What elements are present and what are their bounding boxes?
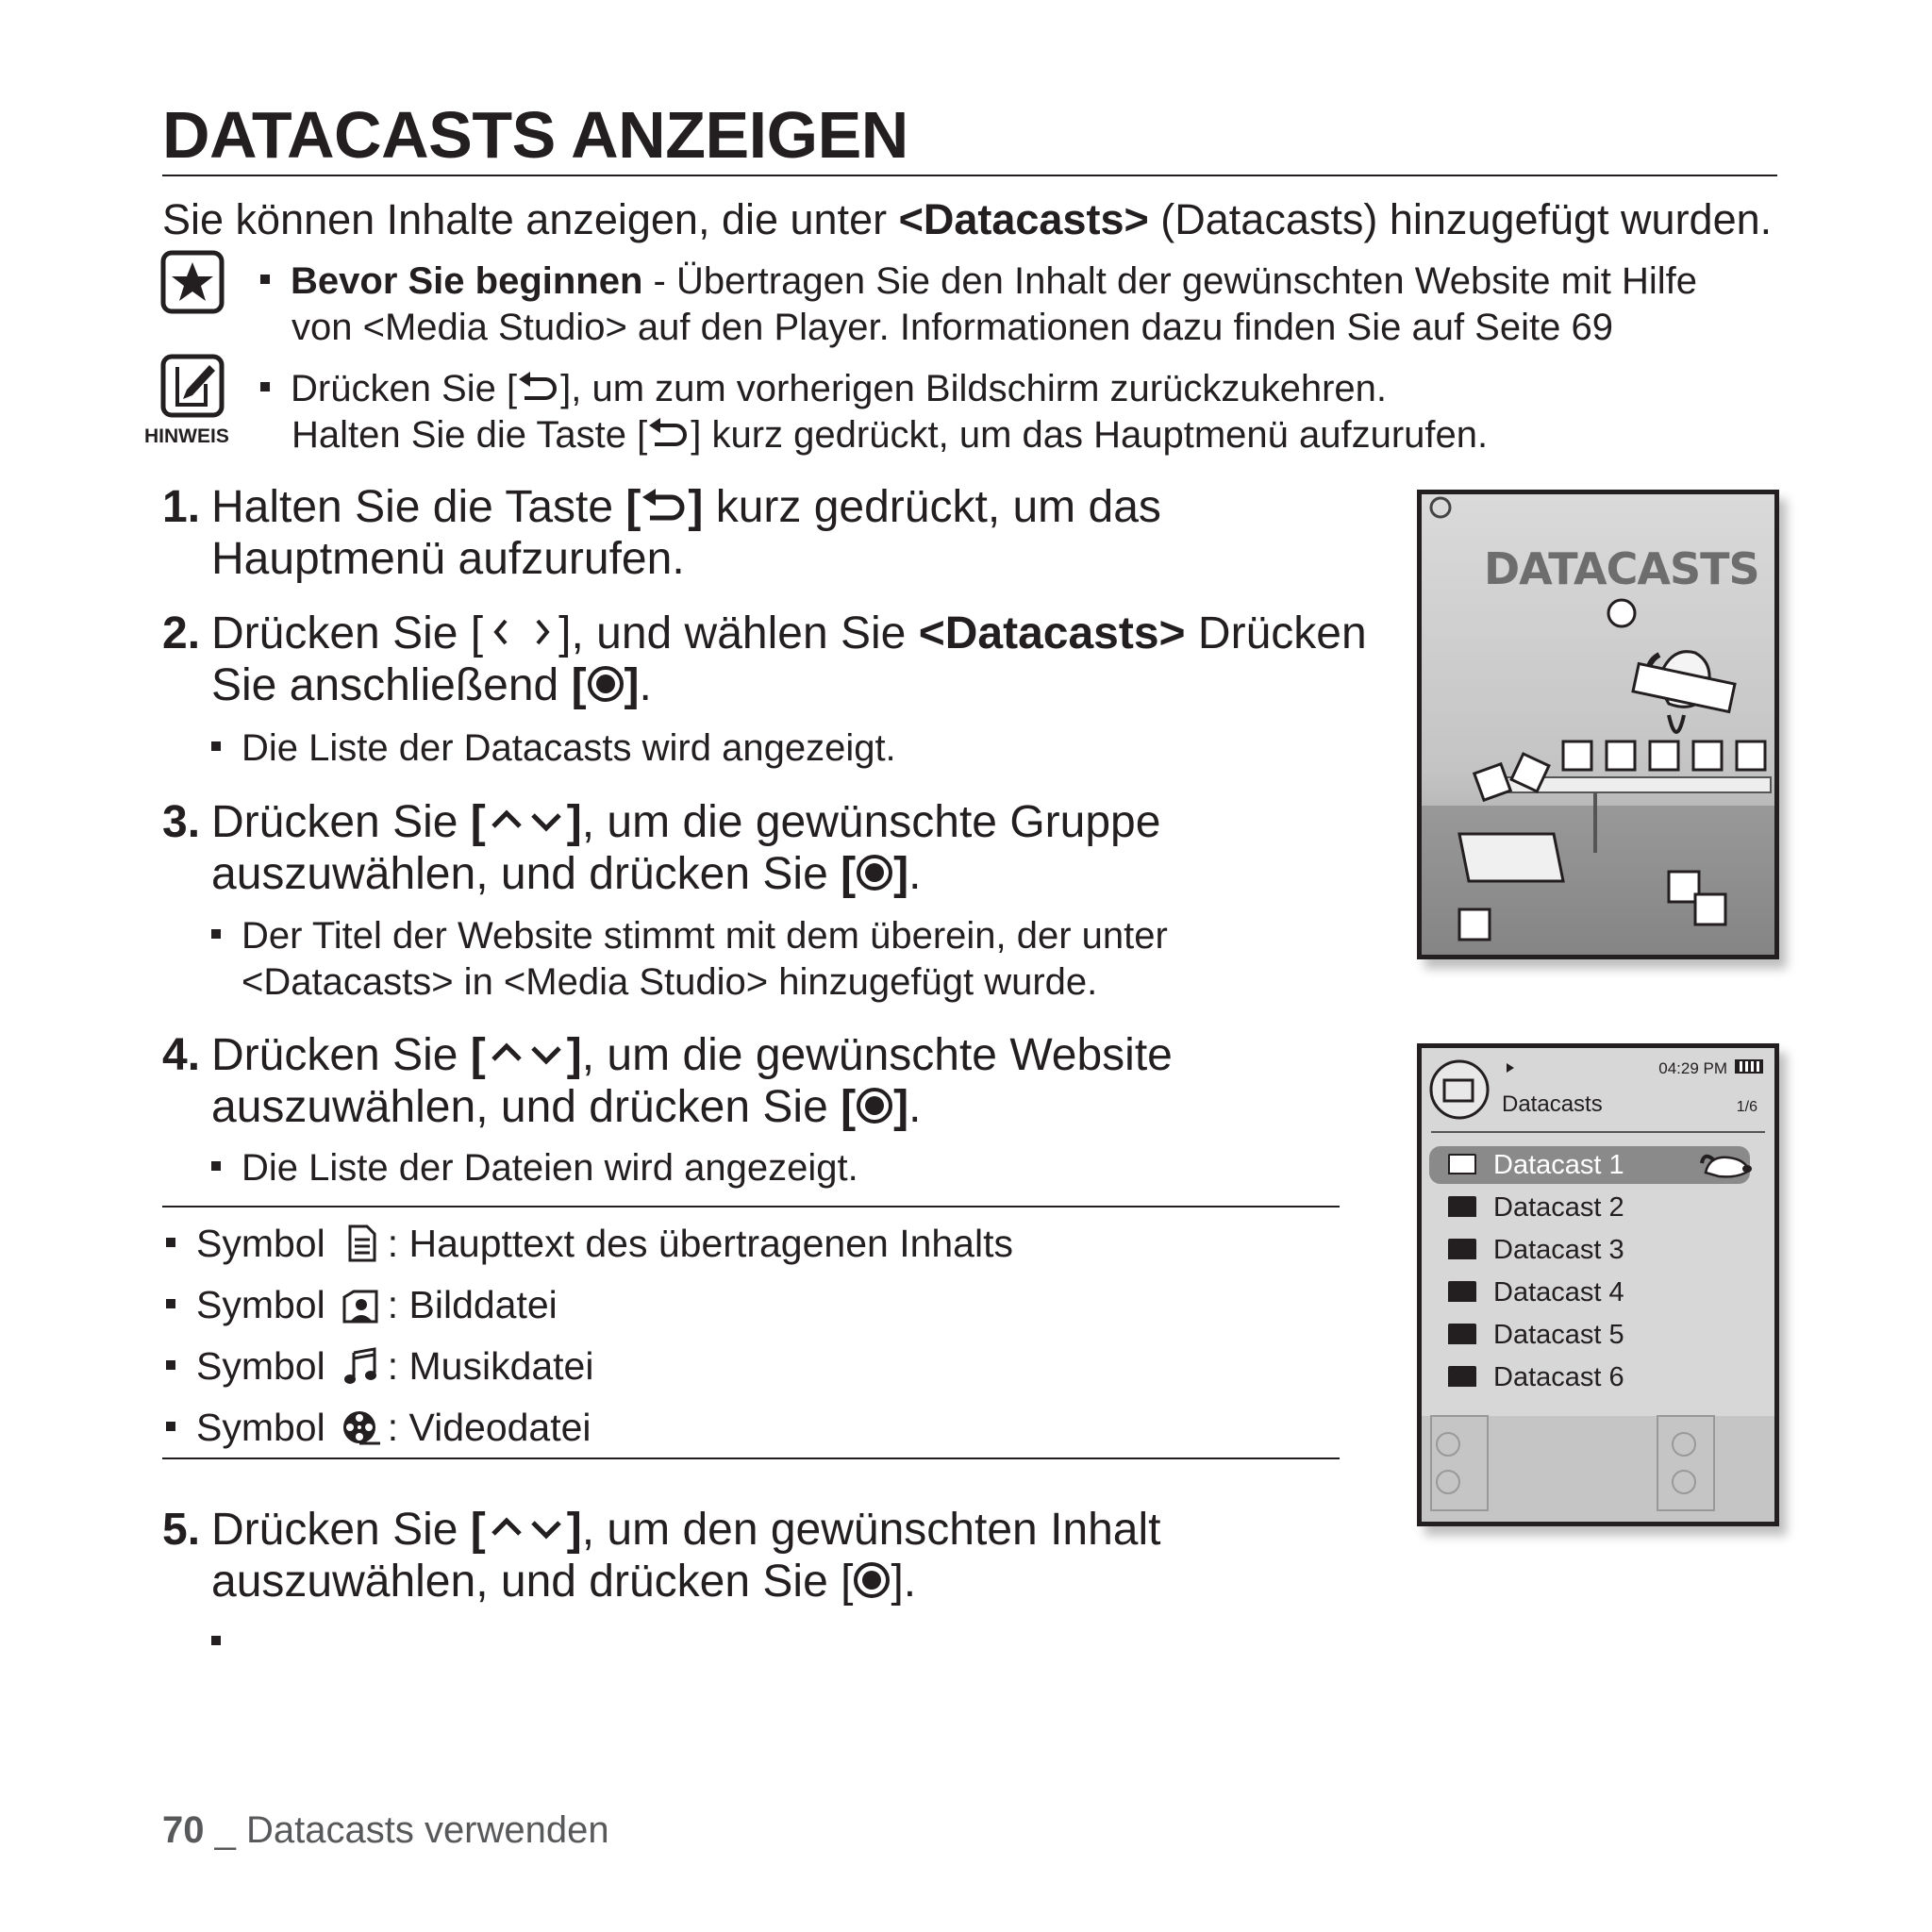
select-key-icon: [ ] [841, 849, 909, 899]
intro-text [162, 193, 1772, 246]
bullet-square [211, 741, 221, 751]
step-bold: <Datacasts> [918, 608, 1186, 658]
step-3-sub-line1 [211, 912, 1168, 959]
music-note-icon [341, 1345, 382, 1387]
bullet-square [260, 275, 270, 284]
step-text: Drücken Sie [211, 1505, 471, 1555]
page-title: DATACASTS ANZEIGEN [162, 98, 908, 172]
note-hint-text: Halten Sie die Taste [ [291, 414, 648, 456]
bullet-square [260, 382, 270, 391]
step-text: . [639, 660, 652, 710]
step-3-line1 [211, 796, 1160, 849]
note-hint-text: ], um zum vorherigen Bildschirm zurückzukehren. [560, 368, 1387, 409]
sub-text: Die Liste der Datacasts wird angezeigt. [242, 727, 896, 769]
datacast-list-item[interactable] [1448, 1358, 1750, 1396]
step-text: kurz gedrückt, um das [703, 482, 1161, 532]
step-number: 2. [162, 608, 201, 658]
star-note-icon [160, 250, 225, 314]
step-2-line2 [211, 659, 652, 712]
step-4-line1 [211, 1029, 1173, 1082]
sub-text: Der Titel der Website stimmt mit dem überein, der unter [242, 915, 1168, 957]
symbol-row-image [166, 1281, 558, 1328]
bullet-square [211, 929, 221, 939]
symbol-desc: : Haupttext des übertragenen Inhalts [387, 1222, 1013, 1265]
step-number: 3. [162, 797, 201, 847]
step-text: . [908, 1082, 922, 1132]
step-text: , um die gewünschte Gruppe [581, 797, 1161, 847]
step-text: Sie anschließend [211, 660, 572, 710]
symbol-desc: : Videodatei [387, 1406, 591, 1449]
datacast-list-item[interactable] [1448, 1189, 1750, 1226]
device-header-rule [1431, 1131, 1765, 1133]
up-down-key-icon: [ ] [470, 1030, 582, 1080]
datacast-item-label: Datacast 1 [1493, 1150, 1624, 1180]
step-5-line2 [211, 1556, 916, 1608]
note-before-line1 [260, 258, 1697, 305]
dog-mascot-icon [1700, 1150, 1757, 1182]
select-key-icon [853, 1557, 891, 1607]
note-hint-line1 [260, 365, 1387, 412]
step-text: auszuwählen, und drücken Sie [211, 849, 841, 899]
image-file-icon [341, 1284, 382, 1325]
back-key-icon [647, 414, 691, 456]
bullet-square [211, 1161, 221, 1171]
step-text: , um die gewünschte Website [581, 1030, 1173, 1080]
symbol-word: Symbol [196, 1222, 325, 1265]
step-text: Drücken [1185, 608, 1367, 658]
back-key-icon: [ ] [625, 482, 704, 532]
folder-icon [1448, 1239, 1476, 1259]
device-list-header: Datacasts [1502, 1091, 1603, 1117]
folder-icon [1448, 1324, 1476, 1344]
step-4-line2 [211, 1081, 921, 1134]
pencil-note-icon [160, 354, 225, 418]
bullet-square [166, 1422, 175, 1431]
symbols-top-rule [162, 1206, 1340, 1208]
select-key-icon: [ ] [571, 660, 640, 710]
datacast-item-label: Datacast 6 [1493, 1362, 1624, 1392]
device-clock: 04:29 PM [1658, 1059, 1727, 1077]
folder-icon [1448, 1366, 1476, 1387]
bullet-square [211, 1636, 221, 1645]
step-1-line2: Hauptmenü aufzurufen. [211, 534, 685, 584]
folder-icon [1448, 1196, 1476, 1217]
step-text: Halten Sie die Taste [211, 482, 626, 532]
title-rule [162, 175, 1777, 176]
datacast-item-label: Datacast 3 [1493, 1235, 1624, 1265]
step-number: 5. [162, 1505, 201, 1555]
step-text: Drücken Sie [211, 1030, 471, 1080]
datacast-list-item[interactable] [1448, 1231, 1750, 1269]
page-footer [162, 1809, 609, 1852]
datacast-item-label: Datacast 5 [1493, 1320, 1624, 1350]
bullet-square [166, 1238, 175, 1247]
step-text: Drücken Sie [211, 797, 471, 847]
step-text: ]. [891, 1557, 917, 1607]
text-document-icon [341, 1223, 382, 1264]
folder-icon [1448, 1281, 1476, 1302]
intro-bold: <Datacasts> [898, 195, 1149, 243]
step-text: , um den gewünschten Inhalt [581, 1505, 1161, 1555]
sub-text: Die Liste der Dateien wird angezeigt. [242, 1147, 858, 1189]
symbol-word: Symbol [196, 1344, 325, 1388]
note-hint-text: ] kurz gedrückt, um das Hauptmenü aufzurufen. [691, 414, 1489, 456]
symbol-row-text [166, 1220, 1013, 1267]
step-text: . [908, 849, 922, 899]
device-screen-datacasts-menu [1417, 490, 1779, 959]
step-2-line1 [211, 608, 1367, 660]
up-down-key-icon: [ ] [470, 1505, 582, 1555]
back-key-icon [517, 368, 560, 409]
symbols-bottom-rule [162, 1457, 1340, 1459]
step-3-line2 [211, 848, 921, 901]
symbol-word: Symbol [196, 1283, 325, 1326]
step-5-sub [211, 1619, 242, 1666]
device-list-count: 1/6 [1736, 1099, 1757, 1115]
datacast-item-label: Datacast 2 [1493, 1192, 1624, 1223]
symbol-row-video [166, 1404, 591, 1451]
datacast-list-item[interactable] [1448, 1316, 1750, 1354]
bullet-square [166, 1299, 175, 1308]
left-right-key-icon [483, 608, 558, 658]
intro-after: (Datacasts) hinzugefügt wurden. [1148, 195, 1773, 243]
symbol-row-music [166, 1342, 593, 1390]
datacast-list-item[interactable] [1448, 1274, 1750, 1311]
step-3-sub-line2: <Datacasts> in <Media Studio> hinzugefügt wurde. [242, 961, 1098, 1003]
step-number: 1. [162, 482, 201, 532]
note-hint-text: Drücken Sie [ [291, 368, 518, 409]
symbol-word: Symbol [196, 1406, 325, 1449]
select-key-icon: [ ] [841, 1082, 909, 1132]
battery-icon [1735, 1059, 1763, 1074]
note-before-line2: von <Media Studio> auf den Player. Informationen dazu finden Sie auf Seite 69 [291, 307, 1613, 348]
step-1-line1 [211, 481, 1161, 534]
video-reel-icon [341, 1407, 382, 1448]
folder-icon [1448, 1154, 1476, 1174]
step-text: Drücken Sie [ [211, 608, 484, 658]
step-2-sub [211, 724, 896, 772]
note-hint-line2 [291, 411, 1488, 458]
step-number: 4. [162, 1030, 201, 1080]
intro-before: Sie können Inhalte anzeigen, die unter [162, 195, 899, 243]
note-before-bold: Bevor Sie beginnen [291, 260, 643, 302]
step-text: auszuwählen, und drücken Sie [ [211, 1557, 854, 1607]
symbol-desc: : Musikdatei [387, 1344, 594, 1388]
page-number: 70 [162, 1809, 205, 1851]
step-text: ], und wählen Sie [558, 608, 919, 658]
device-datacasts-title: DATACASTS [1484, 543, 1759, 594]
symbol-desc: : Bilddatei [387, 1283, 558, 1326]
datacast-item-label: Datacast 4 [1493, 1277, 1624, 1307]
bullet-square [166, 1360, 175, 1370]
device-screen-datacast-list [1417, 1043, 1779, 1526]
hint-label: HINWEIS [144, 425, 229, 447]
up-down-key-icon: [ ] [470, 797, 582, 847]
step-5-line1 [211, 1504, 1160, 1557]
note-before-text1: - Übertragen Sie den Inhalt der gewünschten Website mit Hilfe [642, 260, 1698, 302]
footer-section: _ Datacasts verwenden [204, 1809, 609, 1851]
step-4-sub [211, 1144, 858, 1191]
step-text: auszuwählen, und drücken Sie [211, 1082, 841, 1132]
